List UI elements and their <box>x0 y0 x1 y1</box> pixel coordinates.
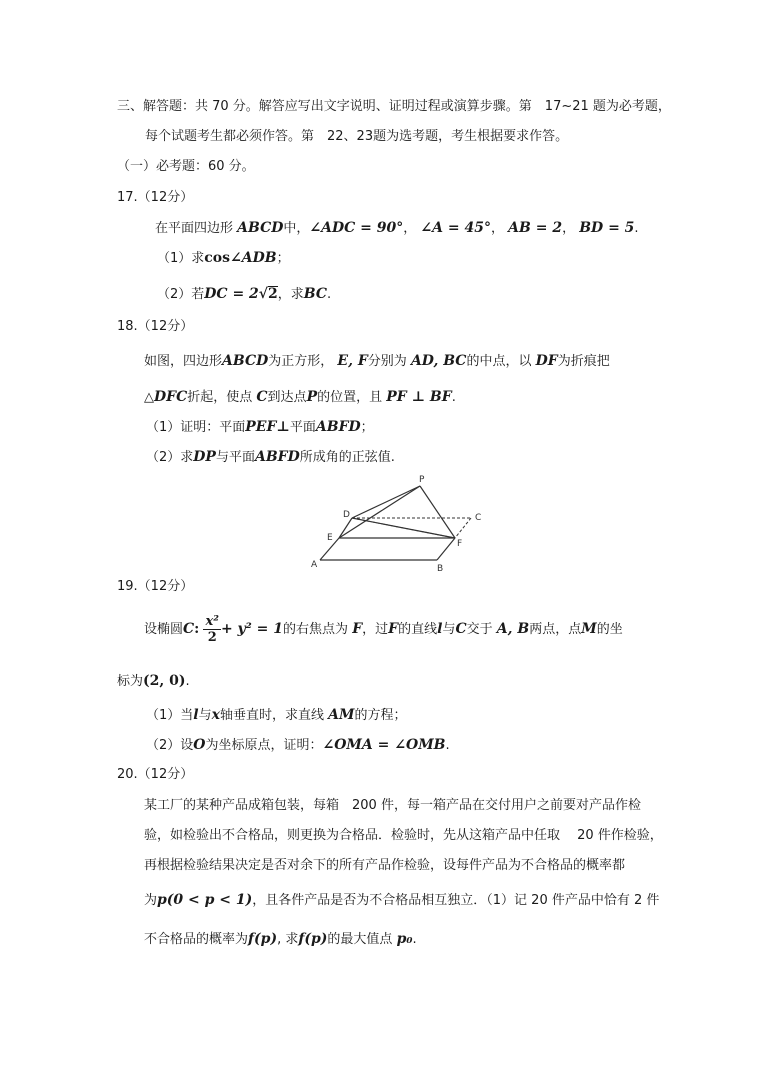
q17-part2 <box>157 285 331 304</box>
q17-sep: ， <box>490 221 504 236</box>
q19-ab: A, B <box>496 621 530 637</box>
q17-end: . <box>634 221 639 236</box>
label-d: D <box>343 510 350 520</box>
q20-line1: 某工厂的某种产品成箱包装，每箱 200 件，每一箱产品在交付用户之前要对产品作检 <box>144 798 641 813</box>
q19-c: C <box>183 621 195 637</box>
q19-f: F <box>352 621 363 637</box>
q18-part1-text: （1）证明：平面 <box>146 420 246 435</box>
q19-part2-end: . <box>445 738 450 753</box>
q18-text: 为正方形， <box>268 354 334 369</box>
q17-part1-text: （1）求 <box>157 251 205 266</box>
q18-dp: DP <box>193 449 216 465</box>
q18-text: 为折痕把 <box>557 354 610 369</box>
q18-text: 分别为 <box>367 354 407 369</box>
q19-text: 标为 <box>117 674 144 689</box>
q19-text: 的右焦点为 <box>283 622 349 637</box>
edge-pf <box>420 486 455 538</box>
q19-part1-text: （1）当 <box>146 708 194 723</box>
q19-part2-text: 为坐标原点，证明： <box>205 738 323 753</box>
q20-text: ，且各件产品是否为不合格品相互独立．（1）记 20 件产品中恰有 2 件 <box>252 893 660 908</box>
q19-text: 与 <box>442 622 456 637</box>
q19-part1-text: 轴垂直时，求直线 <box>219 708 324 723</box>
q19-l: l <box>437 621 443 637</box>
q19-f: F <box>388 621 399 637</box>
q18-end: . <box>451 390 456 405</box>
q20-p0: p₀ <box>396 931 413 947</box>
q17-bc: BC <box>303 286 328 302</box>
q20-line4 <box>144 891 659 910</box>
q18-text: 如图，四边形 <box>144 354 223 369</box>
q19-frac-den: 2 <box>207 630 217 645</box>
q18-part2-text: （2）求 <box>146 450 194 465</box>
q17-angle-a: ∠A = 45° <box>420 220 491 236</box>
q19-text: 交于 <box>466 622 493 637</box>
q18-p: P <box>306 389 318 405</box>
q20-label: 20.（12分） <box>117 767 194 782</box>
q20-text: 的最大值点 <box>327 932 393 947</box>
q19-ellipse-rest: + y² = 1 <box>220 621 284 637</box>
q18-text: 到达点 <box>267 390 307 405</box>
label-a: A <box>311 560 318 570</box>
q17-part1 <box>157 249 290 268</box>
q17-part2-end: . <box>327 287 332 302</box>
q20-text: 不合格品的概率为 <box>144 932 249 947</box>
q17-part2-text: （2）若 <box>157 287 205 302</box>
q19-text: ，过 <box>362 622 389 637</box>
q20-text: 为 <box>144 893 158 908</box>
q18-part1 <box>146 418 374 437</box>
q18-line1 <box>144 352 610 371</box>
q19-fraction <box>203 614 220 645</box>
q19-o: O <box>193 737 206 753</box>
edge-dp <box>352 486 420 518</box>
q20-line5 <box>144 930 417 949</box>
q18-square: ABCD <box>222 353 269 369</box>
q19-end: . <box>185 674 190 689</box>
q20-text: , 求 <box>277 932 299 947</box>
q19-part1-text: 的方程； <box>354 708 407 723</box>
q19-part2 <box>146 736 450 755</box>
q17-angle-adc: ∠ADC = 90° <box>309 220 404 236</box>
edge-ed <box>339 518 352 538</box>
q18-text: 的位置，且 <box>317 390 383 405</box>
q18-pf-perp-bf: PF ⊥ BF <box>386 389 452 405</box>
section-heading-cont: 每个试题考生都必须作答。第 22、23题为选考题，考生根据要求作答。 <box>145 129 569 144</box>
label-e: E <box>327 533 333 543</box>
q19-am: AM <box>328 707 355 723</box>
q19-x: x <box>211 707 220 723</box>
q19-text: 设椭圆 <box>144 622 184 637</box>
q18-df: DF <box>535 353 558 369</box>
q17-text: 在平面四边形 <box>155 221 234 236</box>
q19-text: 的坐 <box>596 622 623 637</box>
q18-part2-text: 所成角的正弦值. <box>299 450 395 465</box>
q18-part1-text: 平面 <box>289 420 316 435</box>
q18-text: 的中点，以 <box>466 354 532 369</box>
q18-label: 18.（12分） <box>117 319 194 334</box>
q20-end: . <box>412 932 417 947</box>
q18-dfc: DFC <box>154 389 188 405</box>
edge-ep <box>339 486 420 538</box>
q18-pef: PEF <box>245 419 277 435</box>
q19-c: C <box>455 621 467 637</box>
q17-bd: BD = 5 <box>579 220 635 236</box>
q18-abfd: ABFD <box>254 449 300 465</box>
edge-bf <box>437 538 455 560</box>
label-f: F <box>457 539 463 549</box>
q19-part2-text: （2）设 <box>146 738 194 753</box>
q17-sqrt-arg: 2 <box>268 286 278 302</box>
label-c: C <box>475 513 482 523</box>
q17-label: 17.（12分） <box>117 190 194 205</box>
q20-fp: f(p) <box>298 931 328 947</box>
q18-part2-text: 与平面 <box>215 450 255 465</box>
q18-abfd: ABFD <box>315 419 361 435</box>
q17-dc: DC = 2 <box>204 286 259 302</box>
q18-ad-bc: AD, BC <box>410 353 467 369</box>
q17-text: 中， <box>283 221 310 236</box>
q18-figure <box>305 474 495 574</box>
q17-sep: ， <box>403 221 417 236</box>
q19-line2 <box>117 672 190 691</box>
q17-part1-end: ； <box>276 251 290 266</box>
q19-l: l <box>193 707 199 723</box>
q17-quad: ABCD <box>237 220 284 236</box>
label-b: B <box>437 564 444 574</box>
label-p: P <box>419 475 425 485</box>
q19-colon: : <box>194 621 200 637</box>
sqrt-symbol: √ <box>258 286 268 302</box>
perp-symbol: ⊥ <box>276 419 290 435</box>
q17-cos: cos <box>204 250 231 266</box>
q17-part2-mid: ，求 <box>277 287 304 302</box>
q17-statement <box>155 219 639 238</box>
q20-line3: 再根据检验结果决定是否对余下的所有产品作检验，设每件产品为不合格品的概率都 <box>144 858 626 873</box>
q20-line2: 验，如检验出不合格品，则更换为合格品．检验时，先从这箱产品中任取 20 件作检验， <box>144 828 663 843</box>
q18-ef: E, F <box>337 353 368 369</box>
required-note: （一）必考题：60 分。 <box>117 159 255 174</box>
q19-frac-num: x² <box>205 614 219 629</box>
triangle-symbol: △ <box>144 390 154 405</box>
q20-p-range: p(0 < p < 1) <box>157 892 253 908</box>
section-heading: 三、解答题：共 70 分。解答应写出文字说明、证明过程或演算步骤。第 17~21 题为必考题， <box>117 99 671 114</box>
q18-c: C <box>256 389 268 405</box>
q18-text: 折起，使点 <box>187 390 253 405</box>
q17-angle-adb: ∠ADB <box>230 250 277 266</box>
q19-text: 的直线 <box>398 622 438 637</box>
q19-text: 两点，点 <box>529 622 582 637</box>
q18-part1-end: ； <box>360 420 374 435</box>
q17-ab: AB = 2 <box>508 220 563 236</box>
q19-point-m: (2, 0) <box>143 673 186 689</box>
edge-cf-dashed <box>455 518 471 538</box>
q20-fp: f(p) <box>248 931 278 947</box>
q19-label: 19.（12分） <box>117 579 194 594</box>
q19-angle-eq: ∠OMA = ∠OMB <box>322 737 446 753</box>
q19-line1 <box>144 612 623 647</box>
q18-part2 <box>146 448 395 467</box>
q19-m: M <box>581 621 597 637</box>
q18-line2 <box>144 388 456 407</box>
q19-part1-text: 与 <box>198 708 212 723</box>
q19-part1 <box>146 706 407 725</box>
q17-sep: ， <box>562 221 576 236</box>
